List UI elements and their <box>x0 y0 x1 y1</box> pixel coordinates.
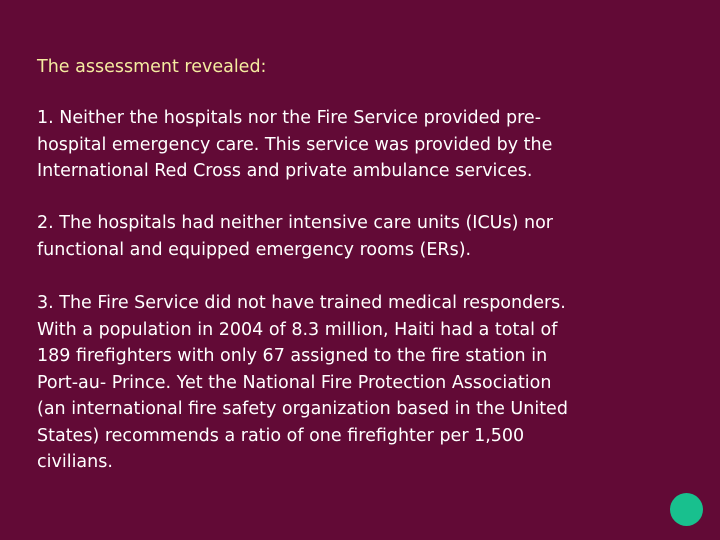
paragraph-icus-ers <box>37 210 553 263</box>
paragraph-line: functional and equipped emergency rooms (ERs). <box>37 239 472 260</box>
slide-heading: The assessment revealed: <box>37 57 267 77</box>
paragraph-line: With a population in 2004 of 8.3 million, Haiti had a total of <box>37 319 558 340</box>
paragraph-line: (an international fire safety organization based in the United <box>37 399 568 419</box>
paragraph-line: hospital emergency care. This service was provided by the <box>37 134 553 155</box>
paragraph-line: Port-au- Prince. Yet the National Fire Protection Association <box>37 372 552 393</box>
paragraph-medical-responders <box>37 290 568 476</box>
paragraph-line: 189 firefighters with only 67 assigned to the fire station in <box>37 346 548 366</box>
paragraph-line: 3. The Fire Service did not have trained medical responders. <box>37 293 566 313</box>
paragraph-line: 1. Neither the hospitals nor the Fire Service provided pre- <box>37 108 542 128</box>
paragraph-line: civilians. <box>37 452 113 472</box>
green-circle-icon <box>670 493 703 526</box>
paragraph-line: 2. The hospitals had neither intensive care units (ICUs) nor <box>37 213 553 233</box>
paragraph-hospitals-fire-service <box>37 105 552 185</box>
paragraph-line: International Red Cross and private ambulance services. <box>37 161 533 181</box>
paragraph-line: States) recommends a ratio of one firefighter per 1,500 <box>37 425 525 446</box>
